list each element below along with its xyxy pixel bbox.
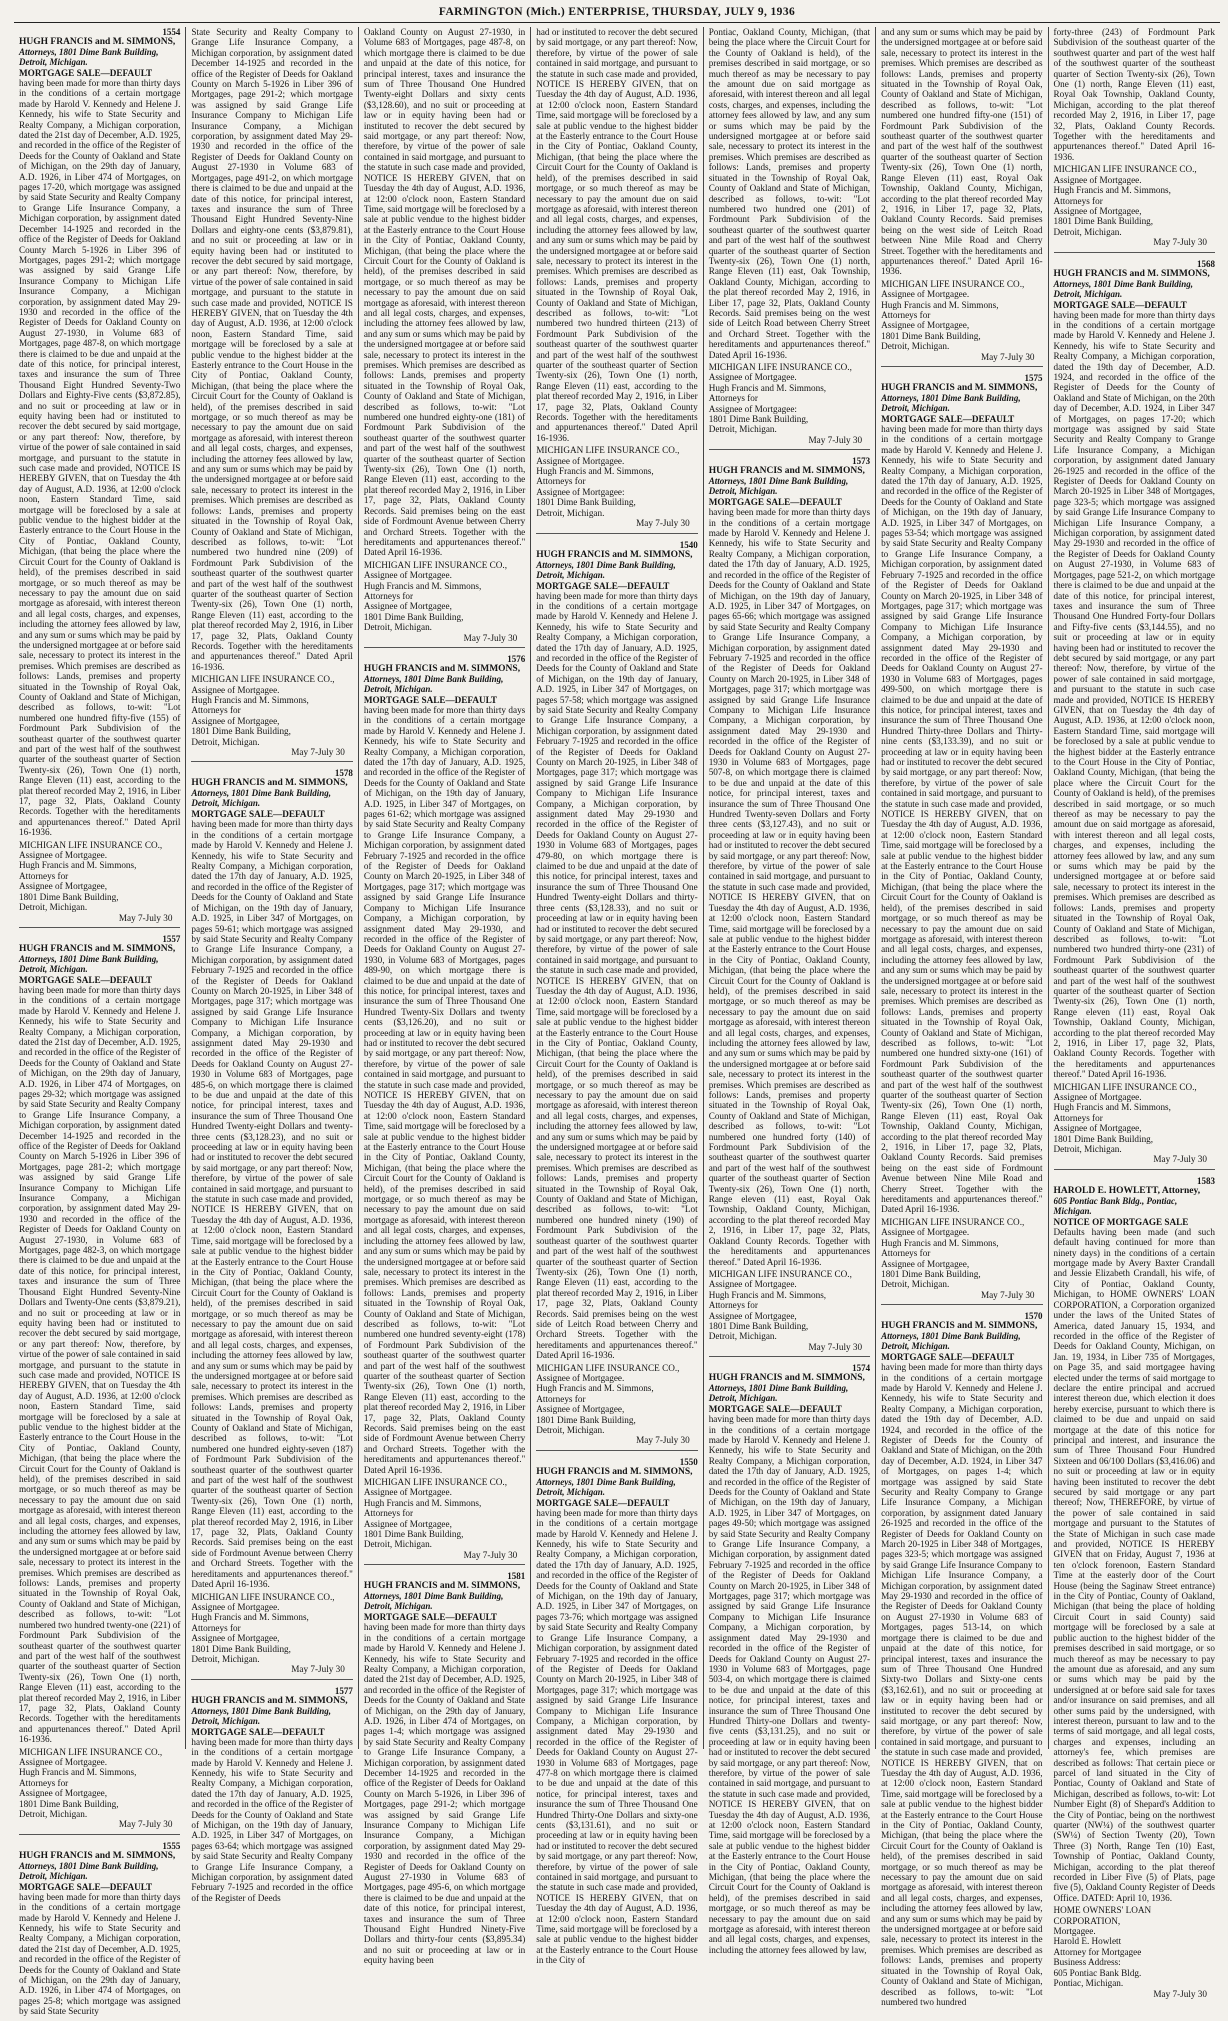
address-line-1: 1801 Dime Bank Building, [536, 1414, 636, 1425]
legal-notice [1054, 259, 1215, 1170]
notice-body: having been made for more than thirty days in the conditions of a certain mortgage made by Harold V. Kennedy and Helene J. Kennedy, his wife to State Security and Realty Company, a Michigan corporation, dated the 17th day of January, A.D. 1925, and recorded in the office of the Register of Deeds for the County of Oakland and State of Michigan, on the 19th day of January, A.D. 1925, in Liber 347 of Mortgages, on pages 61-62; which mortgage was assigned by said State Security and Realty Company to Grange Life Insurance Company, a Michigan corporation, by assignment dated February 7-1925 and recorded in the office of the Register of Deeds for Oakland County on March 20-1925, in Liber 348 of Mortgages, page 317; which mortgage was assigned by said Grange Life Insurance Company to Michigan Life Insurance Company, a Michigan corporation, by assignment dated May 29-1930, and recorded in the office of the Register of Deeds for Oakland County on August 27-1930, in Volume 683 of Mortgages, pages 489-90, on which mortgage there is claimed to be due and unpaid at the date of this notice, for principal interest, taxes and insurance the sum of Three Thousand One Hundred Twenty-Six Dollars and twenty cents ($3,126.20), and no suit or proceeding at law or in equity having been had or instituted to recover the debt secured by said mortgage, or any part thereof: Now, therefore, by virtue of the power of sale contained in said mortgage, and pursuant to the statute in such case made and provided, NOTICE IS HEREBY GIVEN, that on Tuesday the 4th day of August, A.D. 1936, at 12:00 o'clock noon, Eastern Standard Time, said mortgage will be foreclosed by a sale at public vendue to the highest bidder at the Easterly entrance to the Court House in the City of Pontiac, Oakland County, Michigan, (that being the place where the Circuit Court for the County of Oakland is held), of the premises described in said mortgage, or so much thereof as may be necessary to pay the amount due on said mortgage as aforesaid, with interest thereon and all legal costs, charges, and expenses, including the attorney fees allowed by law, and any sum or sums which may be paid by the undersigned mortgagee at or before said sale, necessary to protect its interest in the premises. Which premises are described as follows: Lands, premises and property situated in the Township of Royal Oak, County of Oakland and State of Michigan, described as follows, to-wit: "Lot numbered one hundred seventy-eight (178) of Fordmount Park Subdivision of the southeast quarter of the southwest quarter and part of the west half of the southwest quarter of the southeast quarter of Section Twenty-six (26), Town One (1) north, Range Eleven (11) east, according to the plat thereof recorded May 2, 1916, in Liber 17, page 32, Plats, Oakland County Records. Said premises being on the east side of Fordmount Avenue between Cherry and Orchard Streets. Together with the hereditaments and appurtenances thereof." Dated April 16-1936. [363, 704, 526, 1475]
attorneys-role: Attorneys for [19, 1777, 69, 1788]
attorneys-role: Attorney for Mortgagee [1053, 1946, 1142, 1957]
notice-attorney-name: HUGH FRANCIS and M. SIMMONS, [19, 37, 176, 47]
notice-attorney-name: HUGH FRANCIS and M. SIMMONS, [363, 1581, 521, 1592]
notice-title: MORTGAGE SALE—DEFAULT [708, 1404, 842, 1415]
notice-signature [536, 445, 697, 518]
notice-title: NOTICE OF MORTGAGE SALE [1053, 1216, 1189, 1227]
attorneys-line: Hugh Francis and M. Simmons, [881, 299, 999, 310]
address-line-2: Detroit, Michigan. [191, 736, 260, 747]
attorneys-line: Hugh Francis and M. Simmons, [19, 1767, 137, 1778]
legal-notice [364, 1571, 525, 1969]
legal-notice [364, 654, 525, 1565]
notice-body: Pontiac, Oakland County, Michigan, (that being the place where the Circuit Court for the County of Oakland is held), of the premises described in said mortgage, or so much thereof as may be necessary to pay the amount due on said mortgage as aforesaid, with interest thereon and all legal costs, charges, and expenses, including the attorney fees allowed by law, and any sum or sums which may be paid by the undersigned mortgagee at or before said sale, necessary to protect its interest in the premises. Which premises are described as follows: Lands, premises and property situated in the Township of Royal Oak, County of Oakland and State of Michigan, described as follows, to-wit: "Lot numbered two hundred one (201) of Fordmount Park Subdivision of the southeast quarter of the southwest quarter and part of the west half of the southwest quarter of the southeast quarter of Section Twenty-six (26), Town One (1) north, Range Eleven (11) east, Oak Township, Oakland County, Michigan, according to the plat thereof recorded May 2, 1916, in Liber 17, page 32, Plats, Oakland County Records. Said premises being on the west side of Leitch Road between Cherry Street and Orchard Street. Together with the hereditaments and appurtenances thereof." Dated April 16-1936. [708, 27, 871, 360]
assignee-name: MICHIGAN LIFE INSURANCE CO., [1053, 1081, 1197, 1092]
address-line-2: Detroit, Michigan. [708, 424, 777, 435]
newspaper-column [1049, 27, 1220, 1999]
attorneys-role-2: Assignee of Mortgagee: [536, 486, 625, 497]
notice-body: having been made for more than thirty days in the conditions of a certain mortgage made by Harold V. Kennedy and Helene J. Kennedy, his wife to State Security and Realty Company, a Michigan corporation, dated the 17th day of January, A.D. 1925, and recorded in the office of the Register of Deeds for the County of Oakland and State of Michigan, on the 19th day of January, A.D. 1925, in Liber 347 of Mortgages, on pages 59-61; which mortgage was assigned by said State Security and Realty Company to Grange Life Insurance Company, a Michigan corporation, by assignment dated February 7-1925 and recorded in the office of the Register of Deeds for Oakland County on March 20-1925, in Liber 348 of Mortgages, page 317; which mortgage was assigned by said Grange Life Insurance Company to Michigan Life Insurance Company, a Michigan corporation, by assignment dated May 29-1930 and recorded in the office of the Register of Deeds for Oakland County on August 27-1930 in Volume 683 of Mortgages, page 485-6, on which mortgage there is claimed to be due and unpaid at the date of this notice, for principal interest, taxes and insurance the sum of Three Thousand One Hundred Twenty-eight Dollars and twenty-three cents ($3,128.23), and no suit or proceeding at law or in equity having been had or instituted to recover the debt secured by said mortgage, or any part thereof: Now, therefore, by virtue of the power of sale contained in said mortgage, and pursuant to the statute in such case made and provided, NOTICE IS HEREBY GIVEN, that on Tuesday the 4th day of August, A.D. 1936, at 12:00 o'clock noon, Eastern Standard Time, said mortgage will be foreclosed by a sale at public vendue to the highest bidder at the Easterly entrance to the Court House in the City of Pontiac, Oakland County, Michigan, (that being the place where the Circuit Court for the County of Oakland is held), of the premises described in said mortgage, or so much thereof as may be necessary to pay the amount due on said mortgage as aforesaid, with interest thereon and all legal costs, charges, and expenses, including the attorney fees allowed by law, and any sum or sums which may be paid by the undersigned mortgagee at or before said sale, necessary to protect its interest in the premises. Which premises are described as follows: Lands, premises and property situated in the Township of Royal Oak, County of Oakland and State of Michigan, described as follows, to-wit: "Lot numbered one hundred eighty-seven (187) of Fordmount Park Subdivision of the southeast quarter of the southwest quarter and part of the west half of the southwest quarter of the southeast quarter of Section Twenty-six (26), Town One (1) north, Range Eleven (11) east, according to the plat thereof recorded May 2, 1916, in Liber 17, page 32, Plats, Oakland County Records. Said premises being on the east side of Fordmount Avenue between Cherry and Orchard Streets. Together with the hereditaments and appurtenances thereof." Dated April 16-1936. [191, 819, 353, 1590]
assignee-role: Assignee of Mortgagee. [708, 1279, 797, 1290]
notice-attorney-address: Attorneys, 1801 Dime Bank Building, Detroit, Michigan. [363, 673, 504, 694]
assignee-role: Assignee of Mortgagee. [708, 372, 797, 383]
assignee-name: MICHIGAN LIFE INSURANCE CO., [536, 1362, 680, 1373]
attorneys-role-2: Assignee of Mortgagee: [708, 403, 797, 414]
notice-number: 1540 [679, 539, 698, 550]
notice-body: having been made for more than thirty days in the conditions of a certain mortgage made by Harold V. Kennedy and Helene J. Kennedy, his wife to State Security and Realty Company, a Michigan corporation, dated the 21st day of December, A.D. 1925, and recorded in the office of the Register of Deeds for the County of Oakland and State of Michigan, on the 29th day of January, A.D. 1926, in Liber 474 of Mortgages, on pages 17-20, which mortgage was assigned by said State Security and Realty Company to Grange Life Insurance Company, a Michigan corporation, by assignment dated December 14-1925 and recorded in the office of the Register of Deeds for Oakland County March 5-1926 in Liber 396 of Mortgages, pages 291-2; which mortgage was assigned by said Grange Life Insurance Company to Michigan Life Insurance Company, a Michigan corporation, by assignment dated May 29-1930 and recorded in the office of the Register of Deeds for Oakland County on August 27-1930, in Volume 683 of Mortgages, page 487-8, on which mortgage there is claimed to be due and unpaid at the date of this notice, for principal interest, taxes and insurance the sum of Three Thousand Eight Hundred Seventy-Two Dollars and Eighty-Five cents ($3,872.85), and no suit or proceeding at law or in equity having been had or instituted to recover the debt secured by said mortgage, or any part thereof: Now, therefore, by virtue of the power of sale contained in said mortgage, and pursuant to the statute in such case made and provided, NOTICE IS HEREBY GIVEN, that on Tuesday the 4th day of August, A.D. 1936, at 12:00 o'clock noon, Eastern Standard Time, said mortgage will be foreclosed by a sale at public vendue to the highest bidder at the Easterly entrance to the Court House in the City of Pontiac, Oakland County, Michigan, (that being the place where the Circuit Court for the County of Oakland is held), of the premises described in said mortgage, or so much thereof as may be necessary to pay the amount due on said mortgage as aforesaid, with interest thereon and all legal costs, charges, and expenses, including the attorney fees allowed by law, and any sum or sums which may be paid by the undersigned mortgagee at or before said sale, necessary to protect its interest in the premises. Which premises are described as follows: Lands, premises and property situated in the Township of Royal Oak, County of Oakland and State of Michigan, described as follows, to-wit: "Lot numbered one hundred fifty-five (155) of Fordmount Park Subdivision of the southeast quarter of the southwest quarter and part of the west half of the southwest quarter of the southeast quarter of Section Twenty-six (26), Town One (1) north, Range Eleven (11) east, according to the plat thereof recorded May 2, 1916, in Liber 17, page 32, Plats, Oakland County Records. Together with the hereditaments and appurtenances thereof." Dated April 16-1936. [19, 78, 181, 838]
legal-notice [364, 27, 525, 648]
address-line-1: 1801 Dime Bank Building, [191, 726, 291, 737]
legal-notice [19, 1841, 180, 2021]
attorneys-line: Hugh Francis and M. Simmons, [191, 1612, 309, 1623]
attorneys-role-2: Assignee of Mortgagee, [1053, 1123, 1142, 1134]
notice-body: having been made for more than thirty days in the conditions of a certain mortgage made by Harold V. Kennedy and Helene J. Kennedy, his wife to State Security and Realty Company, a Michigan corporation, dated the 21st day of December, A.D. 1925, and recorded in the office of the Register of Deeds for the County of Oakland and State of Michigan, on the 29th day of January, A.D. 1926, in Liber 474 of Mortgages, on pages 25-8; which mortgage was assigned by said State Security [19, 1891, 181, 2017]
notice-publication-dates: May 7-July 30 [636, 1435, 690, 1446]
newspaper-column [14, 27, 186, 2017]
attorneys-line: Hugh Francis and M. Simmons, [1053, 1102, 1171, 1113]
notice-publication-dates: May 7-July 30 [1153, 1154, 1207, 1165]
notice-publication-dates: May 7-July 30 [291, 747, 345, 758]
attorneys-role-2: Assignee of Mortgagee, [1053, 205, 1142, 216]
notice-attorney-address: Attorneys, 1801 Dime Bank Building, Detroit, Michigan. [191, 788, 331, 809]
attorneys-line: Hugh Francis and M. Simmons, [363, 1497, 482, 1508]
notice-attorney-name: HAROLD E. HOWLETT, Attorney, [1053, 1185, 1201, 1196]
notice-signature [191, 1592, 352, 1665]
notice-title: MORTGAGE SALE—DEFAULT [19, 974, 153, 985]
attorneys-role-2: Assignee of Mortgagee, [19, 1788, 108, 1799]
attorneys-role: Attorneys for [536, 476, 586, 487]
assignee-role: Assignee of Mortgagee. [881, 289, 970, 300]
notice-signature [19, 1747, 180, 1820]
address-line-2: Pontiac, Michigan. [1053, 1978, 1124, 1989]
notice-number: 1578 [334, 768, 353, 779]
assignee-name: MICHIGAN LIFE INSURANCE CO., [708, 362, 852, 372]
notice-title: MORTGAGE SALE—DEFAULT [363, 1612, 498, 1623]
legal-notice [709, 27, 870, 450]
address-line-2: Detroit, Michigan. [881, 1279, 950, 1290]
notice-attorney-address: 605 Pontiac Bank Bldg., Pontiac, Michigan. [1053, 1195, 1178, 1216]
notice-attorney-name: HUGH FRANCIS and M. SIMMONS, [708, 466, 865, 477]
address-line-1: 1801 Dime Bank Building, [1053, 1133, 1154, 1144]
assignee-name: MICHIGAN LIFE INSURANCE CO., [19, 839, 163, 850]
notice-signature [1054, 1905, 1215, 1988]
notice-signature [364, 560, 525, 633]
notice-title: MORTGAGE SALE—DEFAULT [19, 1881, 153, 1892]
notice-attorney-name: HUGH FRANCIS and M. SIMMONS, [1053, 268, 1210, 279]
notice-attorney-address: Attorneys, 1801 Dime Bank Building, Detroit, Michigan. [19, 47, 159, 67]
address-line-1: 605 Pontiac Bank Bldg. [1053, 1967, 1142, 1978]
notice-title: MORTGAGE SALE—DEFAULT [881, 414, 1015, 424]
notice-publication-dates: May 7-July 30 [808, 1341, 863, 1352]
attorneys-role-2: Assignee of Mortgagee, [708, 1310, 797, 1321]
notice-attorney-name: HUGH FRANCIS and M. SIMMONS, [363, 663, 521, 674]
address-line-1: 1801 Dime Bank Building, [881, 330, 981, 341]
assignee-role: Assignee of Mortgagee. [536, 455, 625, 466]
notice-signature [191, 674, 352, 747]
address-line-1: 1801 Dime Bank Building, [191, 1643, 291, 1654]
notice-publication-dates: May 7-July 30 [463, 1549, 518, 1560]
legal-notice [19, 934, 180, 1835]
notice-number: 1575 [1024, 373, 1043, 383]
attorneys-line: Hugh Francis and M. Simmons, [708, 382, 827, 393]
notice-title: MORTGAGE SALE—DEFAULT [19, 68, 153, 78]
notice-attorney-name: HUGH FRANCIS and M. SIMMONS, [881, 1321, 1038, 1332]
address-line-2: Detroit, Michigan. [536, 507, 605, 518]
assignee-role: Assignee of Mortgagee. [1053, 1092, 1142, 1102]
notice-signature [881, 1217, 1042, 1290]
notice-publication-dates: May 7-July 30 [118, 912, 173, 923]
notice-number: 1555 [162, 1840, 181, 1851]
legal-notice [536, 27, 697, 534]
notice-title: MORTGAGE SALE—DEFAULT [191, 1726, 325, 1737]
notice-attorney-address: Attorneys, 1801 Dime Bank Building, Detroit, Michigan. [19, 953, 159, 974]
notice-publication-dates: May 7-July 30 [980, 351, 1035, 362]
notice-body: having been made for more than thirty days in the conditions of a certain mortgage made by Harold V. Kennedy and Helene J. Kennedy, his wife to State Security and Realty Company, a Michigan corporation, dated the 21st day of December, A.D. 1925, and recorded in the office of the Register of Deeds for the County of Oakland and State of Michigan, on the 29th day of January, A.D. 1926, in Liber 474 of Mortgages, on pages 1-4; which mortgage was assigned by said State Security and Realty Company to Grange Life Insurance Company, a Michigan corporation, by assignment dated December 14-1925 and recorded in the office of the Register of Deeds for Oakland County on March 5-1926, in Liber 396 of Mortgages, page 291-2; which mortgage was assigned by said Grange Life Insurance Company to Michigan Life Insurance Company, a Michigan corporation, by assignment dated May 29-1930 and recorded in the office of the Register of Deeds for Oakland County on August 27-1930 in Volume 683 of Mortgages, page 495-6, on which mortgage there is claimed to be due and unpaid at the date of this notice, for principal interest, taxes and insurance the sum of Three Thousand Eight Hundred Ninety-Five Dollars and thirty-four cents ($3,895.34) and no suit or proceeding at law or in equity having been [363, 1622, 526, 1966]
assignee-name: MICHIGAN LIFE INSURANCE CO., [881, 1216, 1025, 1227]
address-line-2: Detroit, Michigan. [19, 902, 88, 913]
notice-publication-dates: May 7-July 30 [1153, 237, 1207, 248]
notice-publication-dates: May 7-July 30 [291, 1664, 345, 1675]
attorneys-line: Hugh Francis and M. Simmons, [536, 466, 654, 477]
notice-body: State Security and Realty Company to Grange Life Insurance Company, a Michigan corporation, by assignment dated December 14-1925 and recorded in the office of the Register of Deeds for Oakland County on March 5-1926 in Liber 396 of Mortgages, page 291-2; which mortgage was assigned by said Grange Life Insurance Company to Michigan Life Insurance Company, a Michigan corporation, by assignment dated May 29-1930 and recorded in the office of the Register of Deeds for Oakland County on August 27-1930 in Volume 683 of Mortgages, page 491-2, on which mortgage there is claimed to be due and unpaid at the date of this notice, for principal interest, taxes and insurance the sum of Three Thousand Eight Hundred Seventy-Nine Dollars and eighty-one cents ($3,879.81), and no suit or proceeding at law or in equity having been had or instituted to recover the debt secured by said mortgage, or any part thereof: Now, therefore, by virtue of the power of sale contained in said mortgage, and pursuant to the statute in such case made and provided, NOTICE IS HEREBY GIVEN, that on Tuesday the 4th day of August, A.D. 1936, at 12:00 o'clock noon, Eastern Standard Time, said mortgage will be foreclosed by a sale at public vendue to the highest bidder at the Easterly entrance to the Court House in the City of Pontiac, Oakland County, Michigan, (that being the place where the Circuit Court for the County of Oakland is held), of the premises described in said mortgage, or so much thereof as may be necessary to pay the amount due on said mortgage as aforesaid, with interest thereon and all legal costs, charges, and expenses, including the attorney fees allowed by law, and any sum or sums which may be paid by the undersigned mortgagee at or before said sale, necessary to protect its interest in the premises. Which premises are described as follows: Lands, premises and property situated in the Township of Royal Oak, County of Oakland and State of Michigan, described as follows, to-wit: "Lot numbered two hundred nine (209) of Fordmount Park Subdivision of the southeast quarter of the southwest quarter and part of the west half of the southwest quarter of the southeast quarter of Section Twenty-six (26), Town One (1) north, Range Eleven (11) east, according to the plat thereof recorded May 2, 1916, in Liber 17, page 32, Plats, Oakland County Records. Together with the hereditaments and appurtenances thereof." Dated April 16-1936. [191, 27, 353, 672]
legal-notice [881, 1311, 1042, 2011]
attorneys-line: Hugh Francis and M. Simmons, [536, 1383, 654, 1394]
notice-body: and any sum or sums which may be paid by the undersigned mortgagee at or before said sale, necessary to protect its interest in the premises. Which premises are described as follows: Lands, premises and property situated in the Township of Royal Oak, County of Oakland and State of Michigan, described as follows, to-wit: "Lot numbered one hundred fifty-one (151) of Fordmount Park Subdivision of the southeast quarter of the southwest quarter and part of the west half of the southwest quarter of the southeast quarter of Section Twenty-six (26), Town One (1) north, Range Eleven (11) east, Royal Oak Township, Oakland County, Michigan, according to the plat thereof recorded May 2, 1916, in Liber 17, page 32, Plats, Oakland County Records. Said premises being on the west side of Leitch Road between Nine Mile Road and Cherry Street. Together with the hereditaments and appurtenances thereof." Dated April 16-1936. [881, 27, 1043, 277]
notice-body: having been made for more than thirty days in the conditions of a certain mortgage made by Harold V. Kennedy and Helene J. Kennedy, his wife to State Security and Realty Company, a Michigan corporation, dated the 21st day of December, A.D. 1925, and recorded in the office of the Register of Deeds for the County of Oakland and State of Michigan, on the 29th day of January, A.D. 1926, in Liber 474 of Mortgages, on pages 29-32; which mortgage was assigned by said State Security and Realty Company to Grange Life Insurance Company, a Michigan corporation, by assignment dated December 14-1925 and recorded in the office of the Register of Deeds for Oakland County on March 5-1926 in Liber 396 of Mortgages, page 281-2; which mortgage was assigned by said Grange Life Insurance Company to Michigan Life Insurance Company, a Michigan corporation, by assignment dated May 29-1930 and recorded in the office of the Register of Deeds for Oakland County on August 27-1930, in Volume 683 of Mortgages, page 482-3, on which mortgage there is claimed to be due and unpaid at the date of this notice, for principal interest, taxes and insurance the sum of Three Thousand Eight Hundred Seventy-Nine Dollars and Twenty-One cents ($3,879.21), and no suit or proceeding at law or in equity having been had or instituted to recover the debt secured by said mortgage, or any part thereof: Now, therefore, by virtue of the power of sale contained in said mortgage, and pursuant to the statute in such case made and provided, NOTICE IS HEREBY GIVEN, that on Tuesday the 4th day of August, A.D. 1936, at 12:00 o'clock noon, Eastern Standard Time, said mortgage will be foreclosed by a sale at public vendue to the highest bidder at the Easterly entrance to the Court House in the City of Pontiac, Oakland County, Michigan, (that being the place where the Circuit Court for the County of Oakland is held), of the premises described in said mortgage, or so much thereof as may be necessary to pay the amount due on said mortgage as aforesaid, with interest thereon and all legal costs, charges, and expenses, including the attorney fees allowed by law, and any sum or sums which may be paid by the undersigned mortgagee at or before said sale, necessary to protect its interest in the premises. Which premises are described as follows: Lands, premises and property situated in the Township of Royal Oak, County of Oakland and State of Michigan, described as follows, to-wit: "Lot numbered two hundred twenty-one (221) of Fordmount Park Subdivision of the southeast quarter of the southwest quarter and part of the west half of the southwest quarter of the southeast quarter of Section Twenty-six (26), Town One (1) north, Range Eleven (11) east, according to the plat thereof recorded May 2, 1916, in Liber 17, page 32, Plats, Oakland County Records. Together with the hereditaments and appurtenances thereof." Dated April 16-1936. [19, 984, 181, 1745]
attorneys-role: Attorneys for [191, 705, 241, 716]
notice-body: having been made for more than thirty days in the conditions of a certain mortgage made by Harold V. Kennedy and Helene J. Kennedy, his wife to State Security and Realty Company, a Michigan corporation, dated the 19th day of December, A.D. 1924, and recorded in the office of the Register of Deeds for the County of Oakland and State of Michigan, on the 20th day of December, A.D. 1924, in Liber 347 of Mortgages, on pages 1-4; which mortgage was assigned by said State Security and Realty Company to Grange Life Insurance Company, a Michigan corporation, by assignment dated January 26-1925 and recorded in the office of the Register of Deeds for Oakland County on March 20-1925 in Liber 348 of Mortgages, pages 323-5; which mortgage was assigned by said Grange Life Insurance Company to Michigan Life Insurance Company, a Michigan corporation, by assignment dated May 29-1930 and recorded in the office of the Register of Deeds for Oakland County on August 27-1930 in Volume 683 of Mortgages, pages 513-14, on which mortgage there is claimed to be due and unpaid at the date of this notice, for principal interest, taxes and insurance the sum of Three Thousand One Hundred Sixty-two Dollars and Sixty-one cents ($3,162.61), and no suit or proceeding at law or in equity having been had or instituted to recover the debt secured by said mortgage, or any part thereof: Now, therefore, by virtue of the power of sale contained in said mortgage, and pursuant to the statute in such case made and provided, NOTICE IS HEREBY GIVEN, that on Tuesday the 4th day of August, A.D. 1936, at 12:00 o'clock noon, Eastern Standard Time, said mortgage will be foreclosed by a sale at public vendue to the highest bidder at the Easterly entrance to the Court House in the City of Pontiac, Oakland County, Michigan, (that being the place where the Circuit Court for the County of Oakland is held), of the premises described in said mortgage, or so much thereof as may be necessary to pay the amount due on said mortgage as aforesaid, with interest thereon and all legal costs, charges, and expenses, including the attorney fees allowed by law, and any sum or sums which may be paid by the undersigned mortgagee at or before said sale, necessary to protect its interest in the premises. Which premises are described as follows: Lands, premises and property situated in the Township of Royal Oak, County of Oakland and State of Michigan, described as follows, to-wit: "Lot numbered two hundred [881, 1362, 1043, 2007]
attorneys-role-2: Assignee of Mortgagee, [191, 715, 280, 726]
address-line-2: Detroit, Michigan. [1053, 226, 1122, 237]
newspaper-column [876, 27, 1048, 2007]
notice-number: 1574 [852, 1363, 871, 1374]
notice-body: Oakland County on August 27-1930, in Volume 683 of Mortgages, page 487-8, on which mortgage there is claimed to be due and unpaid at the date of this notice, for principal interest, taxes and insurance the sum of Three Thousand One Hundred Twenty-eight Dollars and sixty cents ($3,128.60), and no suit or proceeding at law or in equity having been had or instituted to recover the debt secured by said mortgage, or any part thereof: Now, therefore, by virtue of the power of sale contained in said mortgage, and pursuant to the statute in such case made and provided, NOTICE IS HEREBY GIVEN, that on Tuesday the 4th day of August, A.D. 1936, at 12:00 o'clock noon, Eastern Standard Time, said mortgage will be foreclosed by a sale at public vendue to the highest bidder at the Easterly entrance to the Court House in the City of Pontiac, Oakland County, Michigan, (that being the place where the Circuit Court for the County of Oakland is held), of the premises described in said mortgage, or so much thereof as may be necessary to pay the amount due on said mortgage as aforesaid, with interest thereon and all legal costs, charges, and expenses, including the attorney fees allowed by law, and any sum or sums which may be paid by the undersigned mortgagee at or before said sale, necessary to protect its interest in the premises. Which premises are described as follows: Lands, premises and property situated in the Township of Royal Oak, County of Oakland and State of Michigan, described as follows, to-wit: "Lot numbered one hundred eighty-one (181) of Fordmount Park Subdivision of the southeast quarter of the southwest quarter and part of the west half of the southwest quarter of the southeast quarter of Section Twenty-six (26), Town One (1) north, Range Eleven (11) east, according to the plat thereof recorded May 2, 1916, in Liber 17, page 32, Plats, Oakland County Records. Said premises being on the east side of Fordmount Avenue between Cherry and Orchard Streets. Together with the hereditaments and appurtenances thereof." Dated April 16-1936. [363, 27, 526, 558]
assignee-role: Assignee of Mortgagee. [19, 850, 108, 861]
notice-attorney-name: HUGH FRANCIS and M. SIMMONS, [19, 943, 176, 954]
newspaper-column [186, 27, 358, 1903]
attorneys-line: Hugh Francis and M. Simmons, [881, 1237, 999, 1248]
notice-attorney-address: Attorneys, 1801 Dime Bank Building, Detroit, Michigan. [191, 1705, 331, 1726]
notice-attorney-address: Attorneys, 1801 Dime Bank Building, Detroit, Michigan. [881, 393, 1021, 413]
notice-publication-dates: May 7-July 30 [636, 518, 690, 529]
attorneys-role: Attorneys for [536, 1393, 586, 1404]
assignee-role: Assignee of Mortgagee. [191, 684, 280, 695]
attorneys-role: Attorneys for [708, 393, 758, 404]
newspaper-column [359, 27, 531, 1966]
assignee-role: Assignee of Mortgagee. [363, 1487, 452, 1498]
attorneys-line: Hugh Francis and M. Simmons, [1053, 185, 1171, 196]
address-line-1: 1801 Dime Bank Building, [19, 891, 119, 902]
notice-attorney-address: Attorneys, 1801 Dime Bank Building, Detroit, Michigan. [19, 1860, 159, 1881]
notice-number: 1581 [507, 1571, 526, 1582]
notice-body: Defaults having been made (and such default having continued for more than ninety days) in the conditions of a certain mortgage made by Avery Baxter Crandall and Jessie Elizabeth Crandall, his wife, of City of Pontiac, Oakland County, Michigan, to HOME OWNERS' LOAN CORPORATION, a Corporation organized under the laws of the United States of America, dated January 15, 1934, and recorded in the office of the Register of Deeds for Oakland County, Michigan, on Jan. 19, 1934, in Liber 735 of Mortgages, on Page 35, and said mortgagee having elected under the terms of said mortgage to declare the entire principal and accrued interest thereon due, which election it does hereby exercise, pursuant to which there is claimed to be due and unpaid on said mortgage at the date of this notice for principal and interest, and insurance the sum of Three Thousand Four Hundred Sixteen and 06/100 Dollars ($3,416.06) and no suit or proceeding at law or in equity having been instituted to recover the debt secured by said mortgage or any part thereof; Now, THEREFORE, by virtue of the power of sale contained in said mortgage and pursuant to the Statutes of the State of Michigan in such case made and provided, NOTICE IS HEREBY GIVEN that on Friday, August 7, 1936 at ten o'clock forenoon, Eastern Standard Time at the easterly door of the Court House (being the Saginaw Street entrance) in the City of Pontiac, County of Oakland, Michigan (that being the place of holding Circuit Court in said County) said mortgage will be foreclosed by a sale at public auction to the highest bidder of the premises described in said mortgage, or so much thereof as may be necessary to pay the amount due as aforesaid, and any sum or sums which may be paid by the undersigned at or before said sale for taxes and/or insurance on said premises, and all other sums paid by the undersigned, with interest thereon, pursuant to law and to the terms of said mortgage, and all legal costs, charges and expenses, including an attorney's fee, which premises are described as follows: That certain piece or parcel of land situated in the City of Pontiac, County of Oakland and State of Michigan, described as follows, to-wit: Lot Number Eight (8) of Shepard's Addition to the City of Pontiac, being on the northwest quarter (NW¼) of the southwest quarter (SW¼) of Section Twenty (20), Town Three (3) North, Range Ten (10) East, Township of Pontiac, Oakland County, Michigan, according to the plat thereof recorded in Liber Five (5) of Plats, page five (5), Oakland County Register of Deeds Office. DATED: April 10, 1936. [1053, 1226, 1215, 1903]
address-line-2: Detroit, Michigan. [708, 1331, 777, 1342]
legal-notice [536, 1457, 697, 1970]
assignee-role: Assignee of Mortgagee. [363, 570, 452, 581]
newspaper-column [531, 27, 703, 1966]
newspaper-column [704, 27, 876, 1955]
attorneys-role-2: Assignee of Mortgagee, [363, 1518, 452, 1529]
notice-title: MORTGAGE SALE—DEFAULT [363, 694, 498, 705]
legal-notice [709, 456, 870, 1357]
notice-signature [19, 840, 180, 913]
notice-body: having been made for more than thirty days in the conditions of a certain mortgage made by Harold V. Kennedy and Helene J. Kennedy, his wife to State Security and Realty Company, a Michigan corporation, dated the 17th day of January, A.D. 1925, and recorded in the office of the Register of Deeds for the County of Oakland and State of Michigan, on the 19th day of January, A.D. 1925, in Liber 347 of Mortgages, on pages 49-50; which mortgage was assigned by said State Security and Realty Company to Grange Life Insurance Company, a Michigan corporation, by assignment dated February 7-1925 and recorded in the office of the Register of Deeds for Oakland County on March 20-1925, in Liber 348 of Mortgages, page 317; which mortgage was assigned by said Grange Life Insurance Company to Michigan Life Insurance Company, a Michigan corporation, by assignment dated May 29-1930 and recorded in the office of the Register of Deeds for Oakland County on August 27-1930 in Volume 683 of Mortgages, page 503-4, on which mortgage there is claimed to be due and unpaid at the date of this notice, for principal interest, taxes and insurance the sum of Three Thousand One Hundred Thirty-one Dollars and twenty-five cents ($3,131.25), and no suit or proceeding at law or in equity having been had or instituted to recover the debt secured by said mortgage, or any part thereof: Now, therefore, by virtue of the power of sale contained in said mortgage, and pursuant to the statute in such case made and provided, NOTICE IS HEREBY GIVEN, that on Tuesday the 4th day of August, A.D. 1936, at 12:00 o'clock noon, Eastern Standard Time, said mortgage will be foreclosed by a sale at public vendue to the highest bidder at the Easterly entrance to the Court House in the City of Pontiac, Oakland County, Michigan, (that being the place where the Circuit Court for the County of Oakland is held), of the premises described in said mortgage, or so much thereof as may be necessary to pay the amount due on said mortgage as aforesaid, with interest thereon and all legal costs, charges, and expenses, including the attorney fees allowed by law, [708, 1414, 871, 1955]
attorneys-line: Hugh Francis and M. Simmons, [363, 580, 482, 591]
address-line-2: Detroit, Michigan. [191, 1653, 260, 1664]
attorneys-role-2: Assignee of Mortgagee, [881, 1258, 970, 1269]
notice-attorney-name: HUGH FRANCIS and M. SIMMONS, [191, 1695, 348, 1706]
notice-title: MORTGAGE SALE—DEFAULT [708, 497, 842, 508]
notice-attorney-address: Attorneys, 1801 Dime Bank Building, Detroit, Michigan. [708, 476, 849, 497]
assignee-name: MICHIGAN LIFE INSURANCE CO., [363, 1477, 508, 1488]
legal-notice [1054, 27, 1215, 253]
notice-signature [709, 1269, 870, 1342]
notice-title: MORTGAGE SALE—DEFAULT [191, 809, 325, 820]
legal-notice [19, 27, 180, 928]
assignee-role: Assignee of Mortgagee. [19, 1756, 108, 1767]
attorneys-role: Attorneys for [708, 1300, 758, 1311]
attorneys-line: Hugh Francis and M. Simmons, [191, 695, 309, 705]
notice-body: having been made for more than thirty days in the conditions of a certain mortgage made by Harold V. Kennedy and Helene J. Kennedy, his wife to State Security and Realty Company, a Michigan corporation, dated the 17th day of January, A.D. 1925, and recorded in the office of the Register of Deeds for the County of Oakland and State of Michigan, on the 19th day of January, A.D. 1925, in Liber 347 of Mortgages, on pages 63-64; which mortgage was assigned by said State Security and Realty Company to Grange Life Insurance Company, a Michigan corporation, by assignment dated February 7-1925 and recorded in the office of the Register of Deeds [191, 1736, 353, 1903]
notice-number: 1583 [1196, 1175, 1215, 1186]
legal-notice [191, 768, 352, 1679]
assignee-name: MICHIGAN LIFE INSURANCE CO., [708, 1268, 852, 1279]
notice-body: having been made for more than thirty days in the conditions of a certain mortgage made by Harold V. Kennedy and Helene J. Kennedy, his wife to State Security and Realty Company, a Michigan corporation, dated the 17th day of January, A.D. 1925, and recorded in the office of the Register of Deeds for the County of Oakland and State of Michigan, on the 19th day of January, A.D. 1925, in Liber 347 of Mortgages, on pages 73-76; which mortgage was assigned by said State Security and Realty Company to Grange Life Insurance Company, a Michigan corporation, by assignment dated February 7-1925 and recorded in the office of the Register of Deeds for Oakland County on March 20-1925, in Liber 348 of Mortgages, page 317; which mortgage was assigned by said Grange Life Insurance Company to Michigan Life Insurance Company, a Michigan corporation, by assignment dated May 29-1930 and recorded in the office of the Register of Deeds for Oakland County on August 27-1930 in Volume 683 of Mortgages, page 477-8 on which mortgage there is claimed to be due and unpaid at the date of this notice, for principal interest, taxes and insurance the sum of Three Thousand One Hundred Thirty-One Dollars and sixty-one cents ($3,131.61), and no suit or proceeding at law or in equity having been had or instituted to recover the debt secured by said mortgage, or any part thereof: Now, therefore, by virtue of the power of sale contained in said mortgage, and pursuant to the statute in such case made and provided, NOTICE IS HEREBY GIVEN, that on Tuesday the 4th day of August, A.D. 1936, at 12:00 o'clock noon, Eastern Standard Time, said mortgage will be foreclosed by a sale at public vendue to the highest bidder at the Easterly entrance to the Court House in the City of [536, 1507, 698, 1966]
assignee-name: MICHIGAN LIFE INSURANCE CO., [191, 1591, 335, 1602]
notice-publication-dates: May 7-July 30 [808, 434, 863, 445]
legal-notice [709, 1363, 870, 1959]
address-line-1: 1801 Dime Bank Building, [363, 1529, 464, 1540]
address-line-1: 1801 Dime Bank Building, [708, 1320, 809, 1331]
notice-body: having been made for more than thirty days in the conditions of a certain mortgage made by Harold V. Kennedy and Helene J. Kennedy, his wife to State Security and Realty Company, a Michigan corporation, dated the 19th day of December, A.D. 1924, and recorded in the office of the Register of Deeds for the County of Oakland and State of Michigan, on the 20th day of December, A.D. 1924, in Liber 347 of Mortgages, on pages 17-20; which mortgage was assigned by said State Security and Realty Company to Grange Life Insurance Company, a Michigan corporation, by assignment dated January 26-1925 and recorded in the office of the Register of Deeds for Oakland County on March 20-1925 in Liber 348 of Mortgages, page 323-5; which mortgage was assigned by said Grange Life Insurance Company to Michigan Life Insurance Company, a Michigan corporation, by assignment dated May 29-1930 and recorded in the office of the Register of Deeds for Oakland County on August 27-1930, in Volume 683 of Mortgages, page 521-2, on which mortgage there is claimed to be due and unpaid at the date of this notice, for principal interest, taxes and insurance the sum of Three Thousand One Hundred Forty-four Dollars and Fifty-five cents ($3,144.55), and no suit or proceeding at law or in equity having been had or instituted to recover the debt secured by said mortgage, or any part thereof: Now, therefore, by virtue of the power of sale contained in said mortgage, and pursuant to the statute in such case made and provided, NOTICE IS HEREBY GIVEN, that on Tuesday the 4th day of August, A.D. 1936, at 12:00 o'clock noon, Eastern Standard Time, said mortgage will be foreclosed by a sale at public vendue to the highest bidder at the Easterly entrance to the Court House in the City of Pontiac, Oakland County, Michigan, (that being the place where the Circuit Court for the County of Oakland is held), of the premises described in said mortgage, or so much thereof as may be necessary to pay the amount due on said mortgage as aforesaid, with interest thereon and all legal costs, charges, and expenses, including the attorney fees allowed by law, and any sum or sums which may be paid by the undersigned mortgagee at or before said sale, necessary to protect its interest in the premises. Which premises are described as follows: Lands, premises and property situated in the Township of Royal Oak, County of Oakland and State of Michigan, described as follows, to-wit: "Lot numbered two hundred thirty-one (231) of Fordmount Park Subdivision of the southeast quarter of the southwest quarter and part of the west half of the southwest quarter of the southeast quarter of Section Twenty-six (26), Town One (1) north, Range eleven (11) east, Royal Oak Township, Oakland County, Michigan, according to the plat thereof recorded May 2, 1916, in Liber 17, page 32, Plats, Oakland County Records. Together with the hereditaments and appurtenances thereof." Dated April 16-1936. [1053, 309, 1215, 1080]
notice-attorney-name: HUGH FRANCIS and M. SIMMONS, [191, 778, 348, 789]
assignee-role: Assignee of Mortgagee. [1053, 174, 1142, 185]
notice-signature [1054, 1082, 1215, 1155]
assignee-name: MICHIGAN LIFE INSURANCE CO., [19, 1746, 163, 1757]
attorneys-role: Attorneys for [363, 1508, 414, 1519]
columns-container [14, 27, 1220, 2017]
attorneys-role: Attorneys for [1053, 195, 1103, 206]
notice-attorney-name: HUGH FRANCIS and M. SIMMONS, [881, 383, 1038, 393]
attorneys-role: Attorneys for [881, 309, 931, 320]
attorneys-role-2: Assignee of Mortgagee, [536, 1404, 625, 1415]
address-line-2: Detroit, Michigan. [363, 1539, 432, 1550]
attorneys-role-2: Assignee of Mortgagee, [191, 1633, 280, 1644]
legal-notice [536, 540, 697, 1451]
attorneys-role: Attorneys for [881, 1248, 931, 1259]
notice-attorney-address: Attorneys, 1801 Dime Bank Building, Detroit, Michigan. [708, 1383, 849, 1404]
notice-body: forty-three (243) of Fordmount Park Subdivision of the southeast quarter of the southwest quarter and part of the west half of the southwest quarter of the southeast quarter of Section Twenty-six (26), Town One (1) north, Range Eleven (11) east, Royal Oak Township, Oakland County, Michigan, according to the plat thereof recorded May 2, 1916, in Liber 17, page 32, Plats, Oakland County Records. Together with the hereditaments and appurtenances thereof." Dated April 16-1936. [1053, 27, 1215, 162]
notice-number: 1557 [162, 933, 181, 944]
attorneys-role-2: Assignee of Mortgagee, [881, 320, 970, 331]
notice-title: MORTGAGE SALE—DEFAULT [881, 1352, 1015, 1363]
legal-notice [1054, 1176, 1215, 2003]
notice-publication-dates: May 7-July 30 [1153, 1988, 1207, 1999]
address-line-1: 1801 Dime Bank Building, [536, 497, 636, 508]
notice-body: having been made for more than thirty days in the conditions of a certain mortgage made by Harold V. Kennedy and Helene J. Kennedy, his wife to State Security and Realty Company, a Michigan corporation, dated the 17th day of January, A.D. 1925, and recorded in the office of the Register of Deeds for the County of Oakland and State of Michigan, on the 19th day of January, A.D. 1925, in Liber 347 of Mortgages, on pages 57-58; which mortgage was assigned by said State Security and Realty Company to Grange Life Insurance Company, a Michigan corporation, by assignment dated February 7-1925 and recorded in the office of the Register of Deeds for Oakland County on March 20-1925, in Liber 348 of Mortgages, page 317; which mortgage was assigned by said Grange Life Insurance Company to Michigan Life Insurance Company, a Michigan corporation, by assignment dated May 29-1930 and recorded in the office of the Register of Deeds for Oakland County on August 27-1930 in Volume 683 of Mortgages, pages 479-80, on which mortgage there is claimed to be due and unpaid at the date of this notice, for principal interest, taxes and insurance the sum of Three Thousand One Hundred Twenty-eight Dollars and thirty-three cents ($3,128.33), and no suit or proceeding at law or in equity having been had or instituted to recover the debt secured by said mortgage, or any part thereof: Now, therefore, by virtue of the power of sale contained in said mortgage, and pursuant to the statute in such case made and provided, NOTICE IS HEREBY GIVEN, that on Tuesday the 4th day of August, A.D. 1936, at 12:00 o'clock noon, Eastern Standard Time, said mortgage will be foreclosed by a sale at public vendue to the highest bidder at the Easterly entrance to the Court House in the City of Pontiac, Oakland County, Michigan, (that being the place where the Circuit Court for the County of Oakland is held), of the premises described in said mortgage, or so much thereof as may be necessary to pay the amount due on said mortgage as aforesaid, with interest thereon and all legal costs, charges, and expenses, including the attorney fees allowed by law, and any sum or sums which may be paid by the undersigned mortgagee at or before said sale, necessary to protect its interest in the premises. Which premises are described as follows: Lands, premises and property situated in the Township of Royal Oak, County of Oakland and State of Michigan, described as follows, to-wit: "Lot numbered one hundred ninety (190) of Fordmount Park Subdivision of the southeast quarter of the southwest quarter and part of the west half of the southwest quarter of the southeast quarter of Section Twenty-six (26), Town One (1) north, Range Eleven (11) east, according to the plat thereof recorded May 2, 1916, in Liber 17, page 32, Plats, Oakland County Records. Said premises being on the west side of Leitch Road between Cherry and Orchard Streets. Together with the hereditaments and appurtenances thereof." Dated April 16-1936. [536, 590, 698, 1361]
attorneys-role: Attorneys for [363, 590, 414, 601]
notice-publication-dates: May 7-July 30 [463, 632, 518, 643]
notice-attorney-address: Attorneys, 1801 Dime Bank Building, Detroit, Michigan. [1053, 278, 1194, 299]
attorneys-role: Attorneys for [1053, 1112, 1103, 1123]
attorneys-role: Attorneys for [191, 1622, 241, 1633]
address-line-1: 1801 Dime Bank Building, [1053, 216, 1154, 227]
notice-body: having been made for more than thirty days in the conditions of a certain mortgage made by Harold V. Kennedy and Helene J. Kennedy, his wife to State Security and Realty Company, a Michigan corporation, dated the 17th day of January, A.D. 1925, and recorded in the office of the Register of Deeds for the County of Oakland and State of Michigan, on the 19th day of January, A.D. 1925, in Liber 347 of Mortgages, on pages 65-66; which mortgage was assigned by said State Security and Realty Company to Grange Life Insurance Company, a Michigan corporation, by assignment dated February 7-1925 and recorded in the office of the Register of Deeds for Oakland County on March 20-1925, in Liber 348 of Mortgages, page 317; which mortgage was assigned by said Grange Life Insurance Company to Michigan Life Insurance Company, a Michigan corporation, by assignment dated May 29-1930 and recorded in the office of the Register of Deeds for Oakland County on August 27-1930 in Volume 683 of Mortgages, page 507-8, on which mortgage there is claimed to be due and unpaid at the date of this notice, for principal interest, taxes and insurance the sum of Three Thousand One Hundred Twenty-seven Dollars and Forty three cents ($3,127.43), and no suit or proceeding at law or in equity having been had or instituted to recover the debt secured by said mortgage, or any part thereof: Now, therefore, by virtue of the power of sale contained in said mortgage, and pursuant to the statute in such case made and provided, NOTICE IS HEREBY GIVEN, that on Tuesday the 4th day of August, A.D. 1936, at 12:00 o'clock noon, Eastern Standard Time, said mortgage will be foreclosed by a sale at public vendue to the highest bidder at the Easterly entrance to the Court House in the City of Pontiac, Oakland County, Michigan, (that being the place where the Circuit Court for the County of Oakland is held), of the premises described in said mortgage, or so much thereof as may be necessary to pay the amount due on said mortgage as aforesaid, with interest thereon and all legal costs, charges, and expenses, including the attorney fees allowed by law, and any sum or sums which may be paid by the undersigned mortgagee at or before said sale, necessary to protect its interest in the premises. Which premises are described as follows: Lands, premises and property situated in the Township of Royal Oak, County of Oakland and State of Michigan, described as follows, to-wit: "Lot numbered one hundred forty (140) of Fordmount Park Subdivision of the southeast quarter of the southwest quarter and part of the west half of the southwest quarter of the southeast quarter of Section Twenty-six (26), Town One (1) north, Range eleven (11) east, Royal Oak Township, Oakland County, Michigan, according to the plat thereof recorded May 2, 1916, in Liber 17, page 32, Plats, Oakland County Records. Together with the hereditaments and appurtenances thereof." Dated April 16-1936. [708, 507, 871, 1267]
assignee-name: MICHIGAN LIFE INSURANCE CO., [191, 674, 335, 685]
notice-title: MORTGAGE SALE—DEFAULT [1053, 299, 1187, 310]
notice-number: 1554 [162, 27, 181, 37]
address-line-2: Detroit, Michigan. [881, 341, 950, 352]
assignee-role: Assignee of Mortgagee. [881, 1227, 970, 1238]
attorneys-line: Hugh Francis and M. Simmons, [19, 860, 137, 871]
assignee-name: MICHIGAN LIFE INSURANCE CO., [536, 445, 680, 456]
notice-title: MORTGAGE SALE—DEFAULT [536, 1497, 670, 1508]
notice-publication-dates: May 7-July 30 [118, 1819, 173, 1830]
notice-number: 1568 [1196, 258, 1215, 269]
attorneys-role-2: Assignee of Mortgagee, [19, 881, 108, 892]
attorneys-role-2: Assignee of Mortgagee, [363, 601, 452, 612]
legal-notice [881, 27, 1042, 367]
notice-signature [536, 1363, 697, 1436]
notice-attorney-address: Attorneys, 1801 Dime Bank Building, Detroit, Michigan. [363, 1591, 504, 1612]
assignee-role: Mortgagee. [1053, 1926, 1096, 1937]
notice-attorney-name: HUGH FRANCIS and M. SIMMONS, [708, 1373, 865, 1384]
notice-body: having been made for more than thirty days in the conditions of a certain mortgage made by Harold V. Kennedy and Helene J. Kennedy, his wife to State Security and Realty Company, a Michigan corporation, dated the 17th day of January, A.D. 1925, and recorded in the office of the Register of Deeds for the County of Oakland and State of Michigan, on the 19th day of January, A.D. 1925, in Liber 347 of Mortgages, on pages 53-54; which mortgage was assigned by said State Security and Realty Company to Grange Life Insurance Company, a Michigan corporation, by assignment dated February 7-1925 and recorded in the office of the Register of Deeds for Oakland County on March 20-1925, in Liber 348 of Mortgages, page 317; which mortgage was assigned by said Grange Life Insurance Company to Michigan Life Insurance Company, a Michigan corporation, by assignment dated May 29-1930 and recorded in the office of the Register of Deeds for Oakland County on August 27-1930 in Volume 683 of Mortgages, pages 499-500, on which mortgage there is claimed to be due and unpaid at the date of this notice, for principal interest, taxes and insurance the sum of Three Thousand One Hundred Thirty-three Dollars and Thirty-nine cents ($3,133.39), and no suit or proceeding at law or in equity having been had or instituted to recover the debt secured by said mortgage, or any part thereof: Now, therefore, by virtue of the power of sale contained in said mortgage, and pursuant to the statute in such case made and provided, NOTICE IS HEREBY GIVEN, that on Tuesday the 4th day of August, A.D. 1936, at 12:00 o'clock noon, Eastern Standard Time, said mortgage will be foreclosed by a sale at public vendue to the highest bidder at the Easterly entrance to the Court House in the City of Pontiac, Oakland County, Michigan, (that being the place where the Circuit Court for the County of Oakland is held), of the premises described in said mortgage, or so much thereof as may be necessary to pay the amount due on said mortgage as aforesaid, with interest thereon and all legal costs, charges, and expenses, including the attorney fees allowed by law, and any sum or sums which may be paid by the undersigned mortgagee at or before said sale, necessary to protect its interest in the premises. Which premises are described as follows: Lands, premises and property situated in the Township of Royal Oak, County of Oakland and State of Michigan, described as follows, to-wit: "Lot numbered one hundred sixty-one (161) of Fordmount Park Subdivision of the southeast quarter of the southwest quarter and part of the west half of the southwest quarter of the southeast quarter of Section Twenty-six (26), Town One (1) north, Range Eleven (11) east, Royal Oak Township, Oakland County, Michigan, according to the plat thereof recorded May 2, 1916, in Liber 17, page 32, Plats, Oakland County Records. Said premises being on the east side of Fordmount Avenue between Nine Mile Road and Cherry Street. Together with the hereditaments and appurtenances thereof." Dated April 16-1936. [881, 424, 1043, 1215]
assignee-role: Assignee of Mortgagee. [536, 1372, 625, 1383]
address-line-1: 1801 Dime Bank Building, [363, 611, 464, 622]
address-line-2: Detroit, Michigan. [363, 622, 432, 633]
attorneys-role-2: Business Address: [1053, 1957, 1121, 1968]
assignee-name: MICHIGAN LIFE INSURANCE CO., [1053, 164, 1197, 175]
address-line-2: Detroit, Michigan. [536, 1425, 605, 1435]
attorneys-role: Attorneys for [19, 870, 69, 881]
notice-signature [364, 1477, 525, 1550]
notice-attorney-name: HUGH FRANCIS and M. SIMMONS, [536, 1466, 693, 1477]
notice-number: 1570 [1024, 1311, 1043, 1322]
notice-number: 1550 [679, 1456, 698, 1467]
address-line-1: 1801 Dime Bank Building, [708, 414, 809, 425]
notice-attorney-name: HUGH FRANCIS and M. SIMMONS, [19, 1850, 176, 1861]
notice-number: 1577 [334, 1685, 353, 1696]
attorneys-line: Hugh Francis and M. Simmons, [708, 1289, 827, 1300]
assignee-role: Assignee of Mortgagee. [191, 1601, 280, 1612]
notice-number: 1576 [507, 653, 526, 664]
assignee-name: MICHIGAN LIFE INSURANCE CO., [363, 559, 508, 570]
legal-notice [191, 27, 352, 762]
notice-attorney-address: Attorneys, 1801 Dime Bank Building, Detroit, Michigan. [536, 559, 676, 580]
notice-signature [1054, 164, 1215, 237]
assignee-name: HOME OWNERS' LOAN CORPORATION, [1053, 1905, 1152, 1926]
assignee-name: MICHIGAN LIFE INSURANCE CO., [881, 278, 1025, 289]
notice-body: had or instituted to recover the debt secured by said mortgage, or any part thereof: Now, therefore, by virtue of the power of sale contained in said mortgage, and pursuant to the statute in such case made and provided, NOTICE IS HEREBY GIVEN, that on Tuesday the 4th day of August, A.D. 1936, at 12:00 o'clock noon, Eastern Standard Time, said mortgage will be foreclosed by a sale at public vendue to the highest bidder at the Easterly entrance to the Court House in the City of Pontiac, Oakland County, Michigan, (that being the place where the Circuit Court for the County of Oakland is held), of the premises described in said mortgage, or so much thereof as may be necessary to pay the amount due on said mortgage as aforesaid, with interest thereon and all legal costs, charges, and expenses, including the attorney fees allowed by law, and any sum or sums which may be paid by the undersigned mortgagee at or before said sale, necessary to protect its interest in the premises. Which premises are described as follows: Lands, premises and property situated in the Township of Royal Oak, County of Oakland and State of Michigan, described as follows, to-wit: "Lot numbered two hundred thirteen (213) of Fordmount Park Subdivision of the southeast quarter of the southwest quarter and part of the west half of the southwest quarter of the southeast quarter of Section Twenty-six (26), Town One (1) north, Range Eleven (11) east, according to the plat thereof recorded May 2, 1916, in Liber 17, page 32, Plats, Oakland County Records. Together with the hereditaments and appurtenances thereof." Dated April 16-1936. [536, 27, 698, 443]
notice-publication-dates: May 7-July 30 [980, 1289, 1035, 1300]
notice-attorney-name: HUGH FRANCIS and M. SIMMONS, [536, 549, 693, 560]
notice-number: 1573 [852, 456, 871, 467]
page-masthead: FARMINGTON (Mich.) ENTERPRISE, THURSDAY, JULY 9, 1936 [14, 4, 1220, 23]
notice-attorney-address: Attorneys, 1801 Dime Bank Building, Detroit, Michigan. [536, 1476, 676, 1497]
address-line-2: Detroit, Michigan. [19, 1809, 88, 1819]
attorneys-line: Harold E. Howlett [1053, 1936, 1122, 1947]
address-line-1: 1801 Dime Bank Building, [19, 1798, 119, 1809]
notice-title: MORTGAGE SALE—DEFAULT [536, 580, 670, 591]
notice-attorney-address: Attorneys, 1801 Dime Bank Building, Detroit, Michigan. [881, 1331, 1021, 1352]
legal-notice [881, 373, 1042, 1305]
legal-notice [191, 1686, 352, 1908]
notice-signature [881, 279, 1042, 352]
notice-signature [709, 362, 870, 435]
address-line-2: Detroit, Michigan. [1053, 1144, 1122, 1155]
address-line-1: 1801 Dime Bank Building, [881, 1268, 981, 1279]
